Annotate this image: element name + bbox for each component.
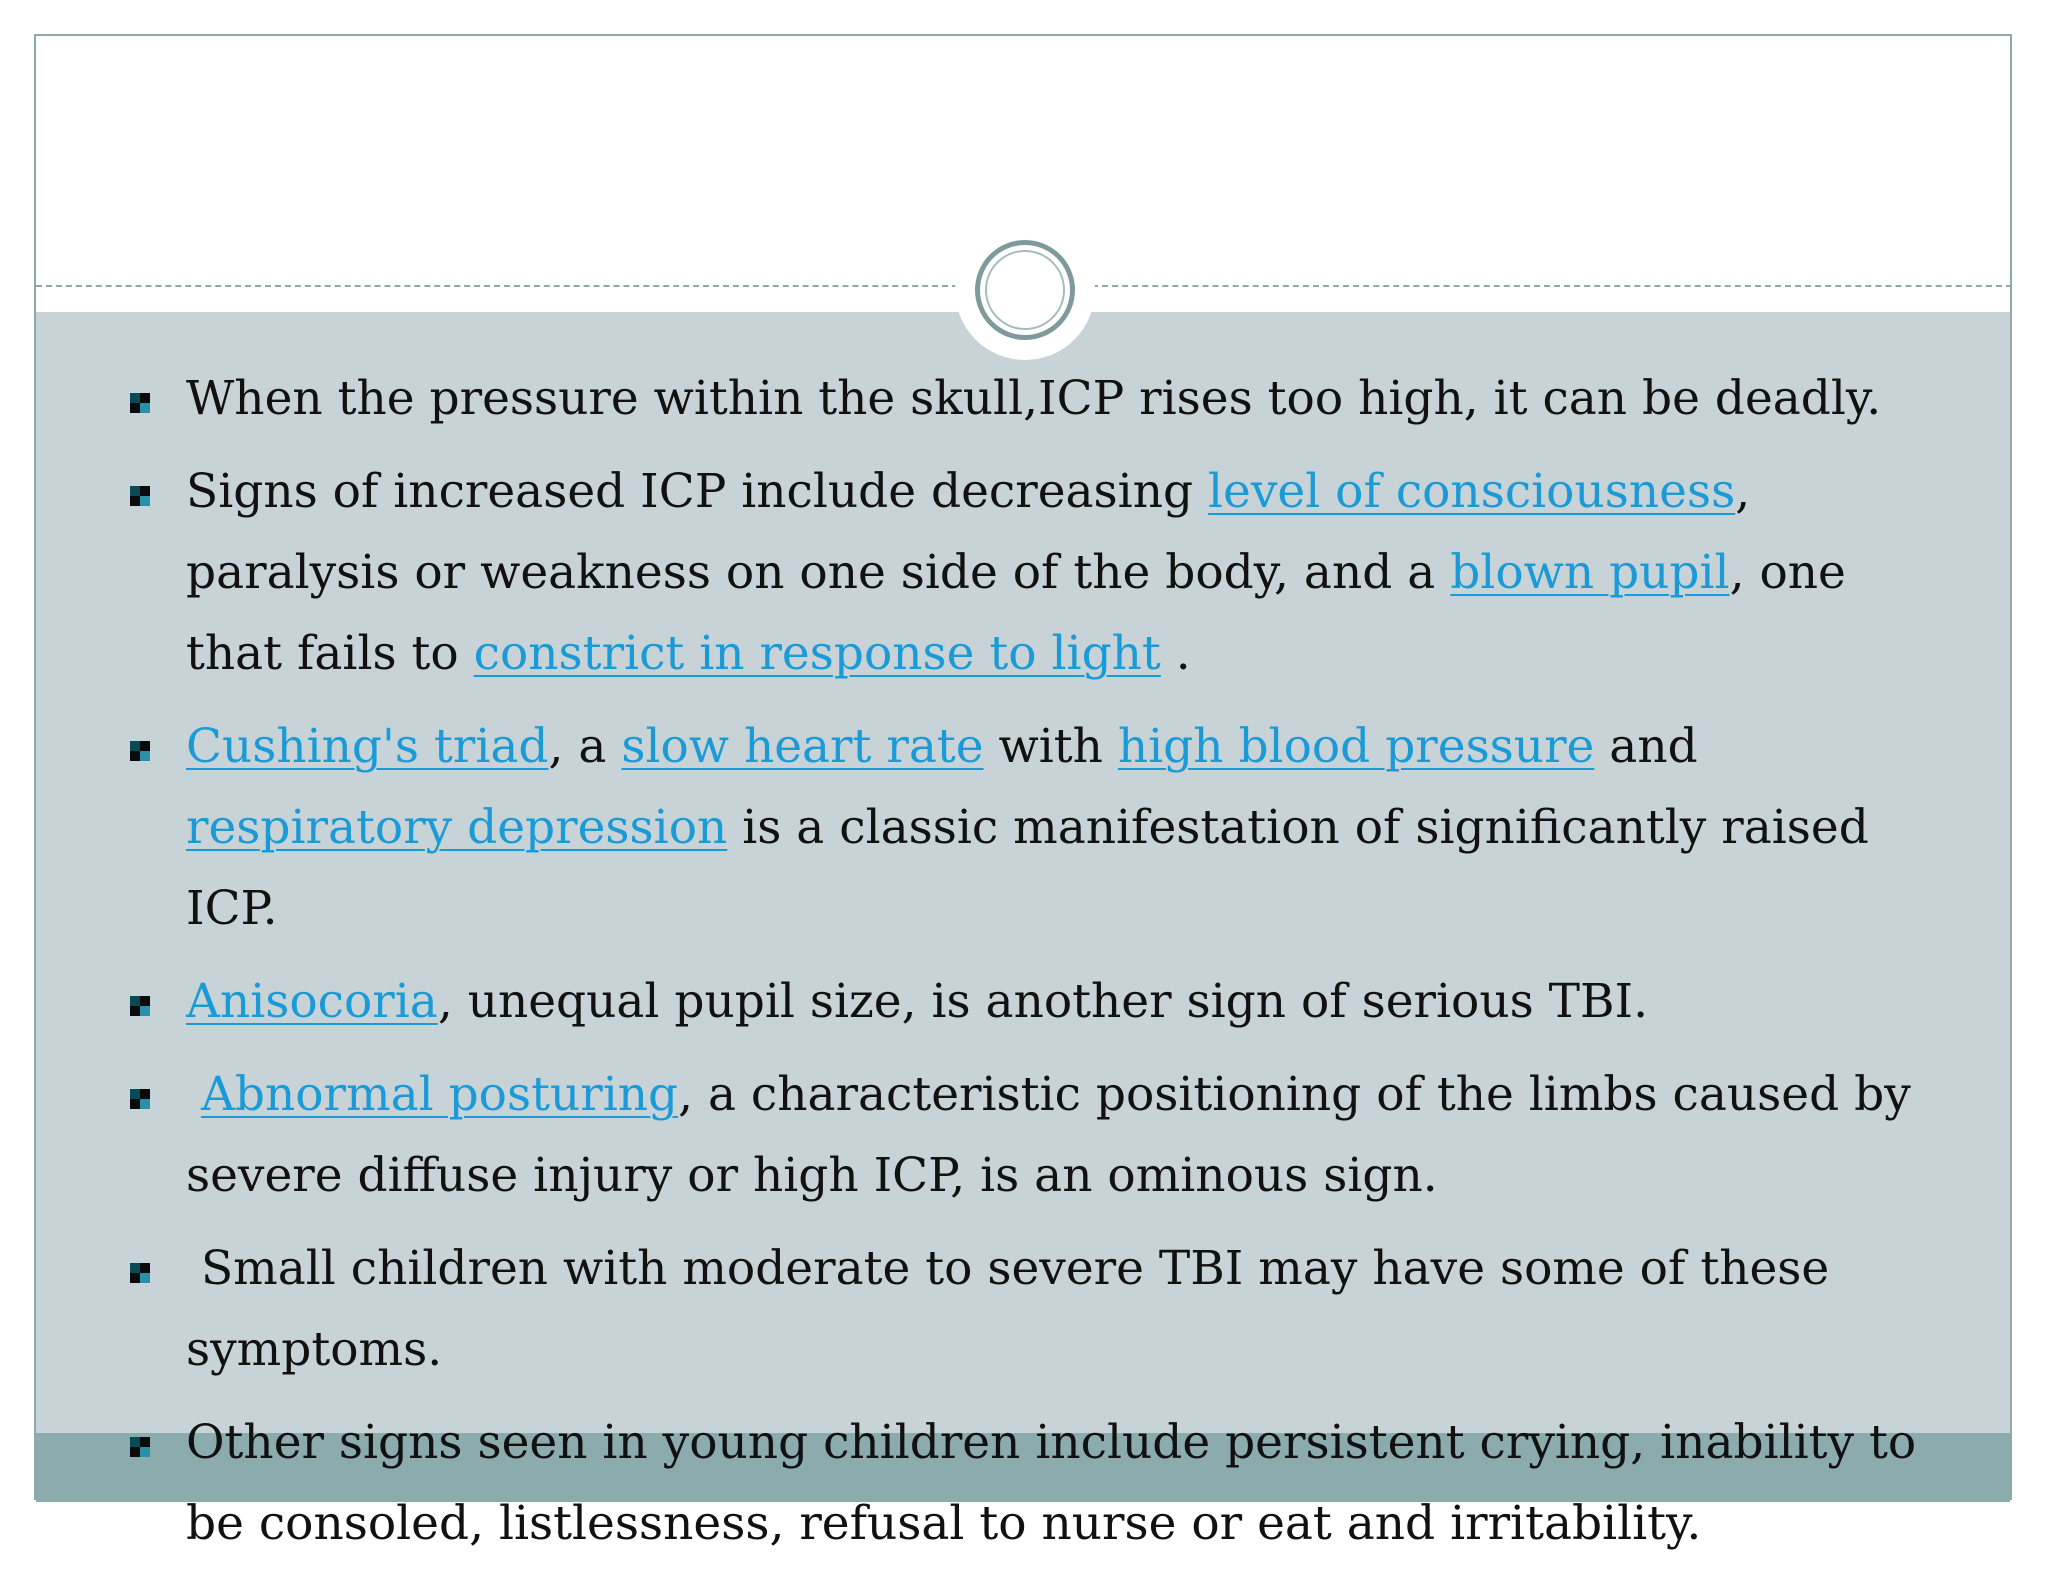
bullet-item-icp-signs	[96, 451, 1926, 694]
square-bullet-icon	[130, 486, 150, 506]
bullet-text: , a characteristic positioning of the limbs caused by severe diffuse injury or high ICP, is an ominous sign.	[186, 1067, 1911, 1203]
bullet-text: , paralysis or weakness on one side of the body, and a	[186, 464, 1751, 600]
bullet-item-cushings-triad	[96, 706, 1926, 949]
link-constrict-in-response-to-light[interactable]: constrict in response to light	[473, 626, 1161, 681]
bullet-text: .	[1160, 626, 1191, 681]
bullet-text: , a	[548, 719, 622, 774]
bullet-item-young-children-signs	[96, 1402, 1926, 1564]
link-blown-pupil[interactable]: blown pupil	[1450, 545, 1730, 600]
bullet-text: , one that fails to	[186, 545, 1846, 681]
bullet-text: Other signs seen in young children include persistent crying, inability to be consoled, listlessness, refusal to nurse or eat and irritability.	[186, 1415, 1917, 1551]
header-divider-left	[36, 285, 958, 287]
circle-ornament-inner-ring	[985, 250, 1065, 330]
link-anisocoria[interactable]: Anisocoria	[186, 974, 438, 1029]
bullet-text: When the pressure within the skull,ICP rises too high, it can be deadly.	[186, 371, 1882, 426]
link-slow-heart-rate[interactable]: slow heart rate	[621, 719, 984, 774]
bullet-text: , unequal pupil size, is another sign of serious TBI.	[437, 974, 1649, 1029]
link-cushings-triad[interactable]: Cushing's triad	[186, 719, 549, 774]
link-abnormal-posturing[interactable]: Abnormal posturing	[200, 1067, 679, 1122]
link-respiratory-depression[interactable]: respiratory depression	[186, 800, 728, 855]
square-bullet-icon	[130, 1263, 150, 1283]
bullet-text: and	[1594, 719, 1698, 774]
bullet-text: Signs of increased ICP include decreasing	[186, 464, 1208, 519]
bullet-item-icp-deadly	[96, 358, 1926, 439]
square-bullet-icon	[130, 393, 150, 413]
square-bullet-icon	[130, 1089, 150, 1109]
link-high-blood-pressure[interactable]: high blood pressure	[1117, 719, 1595, 774]
slide	[34, 34, 2012, 1551]
circle-ornament-ring	[975, 240, 1075, 340]
bullet-item-abnormal-posturing	[96, 1054, 1926, 1216]
link-level-of-consciousness[interactable]: level of consciousness	[1208, 464, 1736, 519]
circle-ornament-icon	[955, 220, 1095, 360]
header-divider-right	[1092, 285, 2012, 287]
bullet-text: is a classic manifestation of significantly raised ICP.	[186, 800, 1869, 936]
bullet-text: with	[983, 719, 1118, 774]
bullet-item-anisocoria	[96, 961, 1926, 1042]
bullet-list	[96, 358, 1926, 1576]
square-bullet-icon	[130, 1437, 150, 1457]
square-bullet-icon	[130, 741, 150, 761]
bullet-item-small-children	[96, 1228, 1926, 1390]
bullet-text: Small children with moderate to severe TBI may have some of these symptoms.	[186, 1241, 1830, 1377]
square-bullet-icon	[130, 996, 150, 1016]
